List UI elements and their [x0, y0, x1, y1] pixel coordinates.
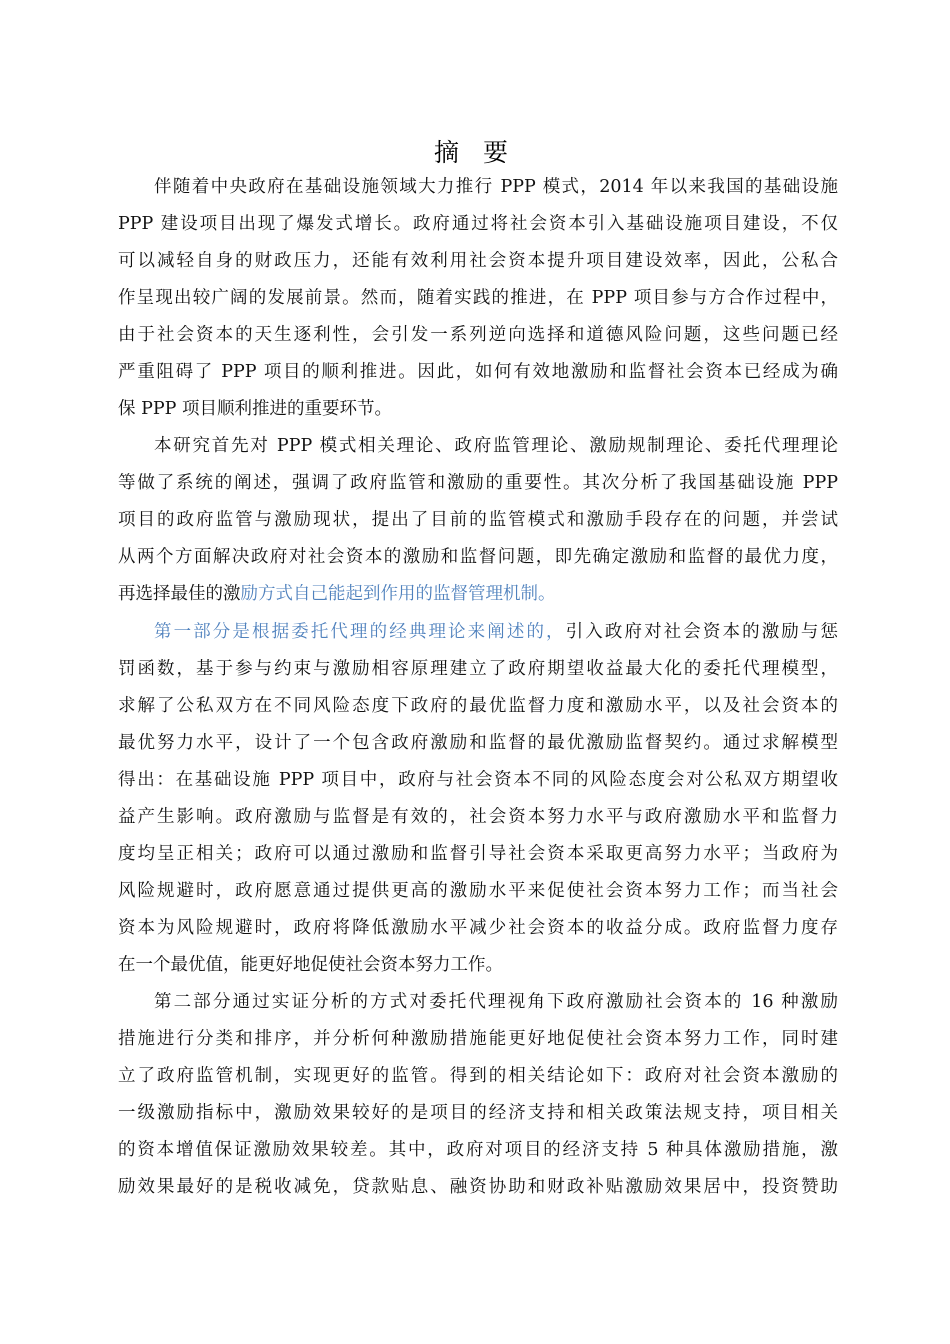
text-line: 第二部分通过实证分析的方式对委托代理视角下政府激励社会资本的 16 种激励 [154, 992, 838, 1012]
text-line: 益产生影响。政府激励与监督是有效的，社会资本努力水平与政府激励水平和监督力 [118, 807, 838, 827]
text-line-mixed [118, 576, 838, 613]
text-line: 得出：在基础设施 PPP 项目中，政府与社会资本不同的风险态度会对公私双方期望收 [118, 770, 838, 790]
text-line: 励效果最好的是税收减免，贷款贴息、融资协助和财政补贴激励效果居中，投资赞助 [118, 1177, 838, 1197]
text-line: 一级激励指标中，激励效果较好的是项目的经济支持和相关政策法规支持，项目相关 [118, 1103, 838, 1123]
text-line: 项目的政府监管与激励现状，提出了目前的监管模式和激励手段存在的问题，并尝试 [118, 510, 838, 530]
text-line: 保 PPP 项目顺利推进的重要环节。 [118, 399, 392, 419]
text-line: 严重阻碍了 PPP 项目的顺利推进。因此，如何有效地激励和监督社会资本已经成为确 [118, 362, 838, 382]
text-segment: 引入政府对社会资本的激励与惩 [565, 622, 838, 642]
text-line: 本研究首先对 PPP 模式相关理论、政府监管理论、激励规制理论、委托代理理论 [154, 436, 838, 456]
text-line-mixed [154, 614, 838, 651]
text-line: 等做了系统的阐述，强调了政府监管和激励的重要性。其次分析了我国基础设施 PPP [118, 473, 838, 493]
text-line: 度均呈正相关；政府可以通过激励和监督引导社会资本采取更高努力水平；当政府为 [118, 844, 838, 864]
text-line: 可以减轻自身的财政压力，还能有效利用社会资本提升项目建设效率，因此，公私合 [118, 251, 838, 271]
text-line: 风险规避时，政府愿意通过提供更高的激励水平来促使社会资本努力工作；而当社会 [118, 881, 838, 901]
text-line: 最优努力水平，设计了一个包含政府激励和监督的最优激励监督契约。通过求解模型 [118, 733, 838, 753]
text-line: 在一个最优值，能更好地促使社会资本努力工作。 [118, 955, 503, 975]
text-line: 的资本增值保证激励效果较差。其中，政府对项目的经济支持 5 种具体激励措施，激 [118, 1140, 838, 1160]
text-line: 措施进行分类和排序，并分析何种激励措施能更好地促使社会资本努力工作，同时建 [118, 1029, 838, 1049]
text-line: 立了政府监管机制，实现更好的监管。得到的相关结论如下：政府对社会资本激励的 [118, 1066, 838, 1086]
text-line: 资本为风险规避时，政府将降低激励水平减少社会资本的收益分成。政府监督力度存 [118, 918, 838, 938]
text-line: PPP 建设项目出现了爆发式增长。政府通过将社会资本引入基础设施项目建设，不仅 [118, 214, 838, 234]
text-line: 求解了公私双方在不同风险态度下政府的最优监督力度和激励水平，以及社会资本的 [118, 696, 838, 716]
text-line: 从两个方面解决政府对社会资本的激励和监督问题，即先确定激励和监督的最优力度， [118, 547, 838, 567]
text-line: 罚函数，基于参与约束与激励相容原理建立了政府期望收益最大化的委托代理模型， [118, 659, 838, 679]
text-line: 由于社会资本的天生逐利性，会引发一系列逆向选择和道德风险问题，这些问题已经 [118, 325, 838, 345]
text-segment: 再选择最佳的激 [118, 584, 241, 604]
text-line: 伴随着中央政府在基础设施领域大力推行 PPP 模式，2014 年以来我国的基础设施 [154, 177, 838, 197]
text-line: 作呈现出较广阔的发展前景。然而，随着实践的推进，在 PPP 项目参与方合作过程中， [118, 288, 838, 308]
abstract-title: 摘 要 [434, 138, 516, 167]
highlighted-text: 第一部分是根据委托代理的经典理论来阐述的， [154, 622, 566, 642]
highlighted-text: 励方式自己能起到作用的监督管理机制。 [240, 584, 556, 604]
